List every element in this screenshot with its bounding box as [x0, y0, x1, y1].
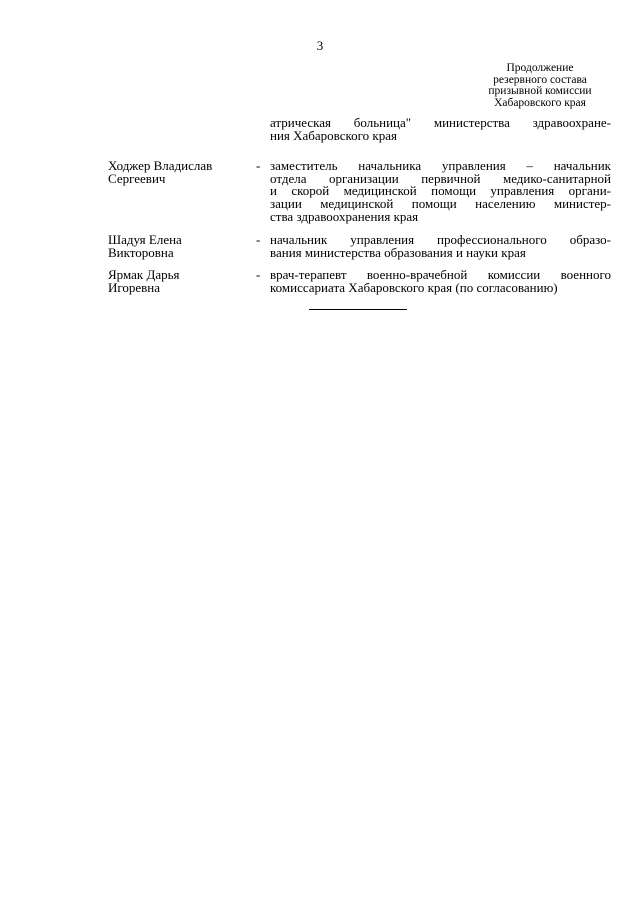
member-name-line: Игоревна: [108, 279, 161, 295]
member-name-line: Викторовна: [108, 244, 174, 260]
continuation-line: Продолжение: [506, 62, 574, 74]
position-line: начальник управления профессионального образо-: [270, 232, 611, 248]
entry-dash: -: [256, 158, 261, 174]
commission-member-list: [108, 117, 611, 295]
member-name: [108, 234, 256, 259]
member-position: [270, 234, 611, 259]
position-line: отдела организации первичной медико-санитарной: [270, 170, 611, 186]
position-line: и скорой медицинской помощи управления органи-: [270, 183, 611, 199]
position-line: заместитель начальника управления – начальник: [270, 158, 611, 174]
position-line: комиссариата Хабаровского края (по согласованию): [270, 279, 558, 295]
member-entry-continued: [108, 117, 611, 142]
page-number: 3: [316, 38, 324, 53]
member-position: [270, 160, 611, 223]
member-entry: [108, 160, 611, 223]
member-entry: [108, 269, 611, 294]
member-position: [270, 269, 611, 294]
continuation-line: призывной комиссии: [488, 85, 592, 97]
member-entry: [108, 234, 611, 259]
member-name-line: Сергеевич: [108, 170, 166, 186]
position-line: ния Хабаровского края: [270, 127, 397, 143]
end-of-list-rule: [309, 309, 407, 310]
position-line: зации медицинской помощи населению министер-: [270, 195, 611, 211]
position-line: ства здравоохранения края: [270, 208, 419, 224]
member-position: [270, 117, 611, 142]
member-name-line: Ходжер Владислав: [108, 158, 213, 174]
continuation-header: [470, 63, 610, 109]
member-name: [108, 160, 256, 185]
member-name: [108, 269, 256, 294]
position-line: атрическая больница" министерства здравоохране-: [270, 115, 611, 130]
position-line: врач-терапевт военно-врачебной комиссии военного: [270, 267, 611, 283]
entry-dash: -: [256, 232, 261, 248]
member-name-line: Шадуя Елена: [108, 232, 182, 248]
continuation-line: резервного состава: [493, 73, 587, 86]
position-line: вания министерства образования и науки края: [270, 244, 526, 260]
continuation-line: Хабаровского края: [494, 96, 586, 109]
member-name-line: Ярмак Дарья: [108, 267, 180, 283]
entry-dash: -: [256, 267, 261, 283]
